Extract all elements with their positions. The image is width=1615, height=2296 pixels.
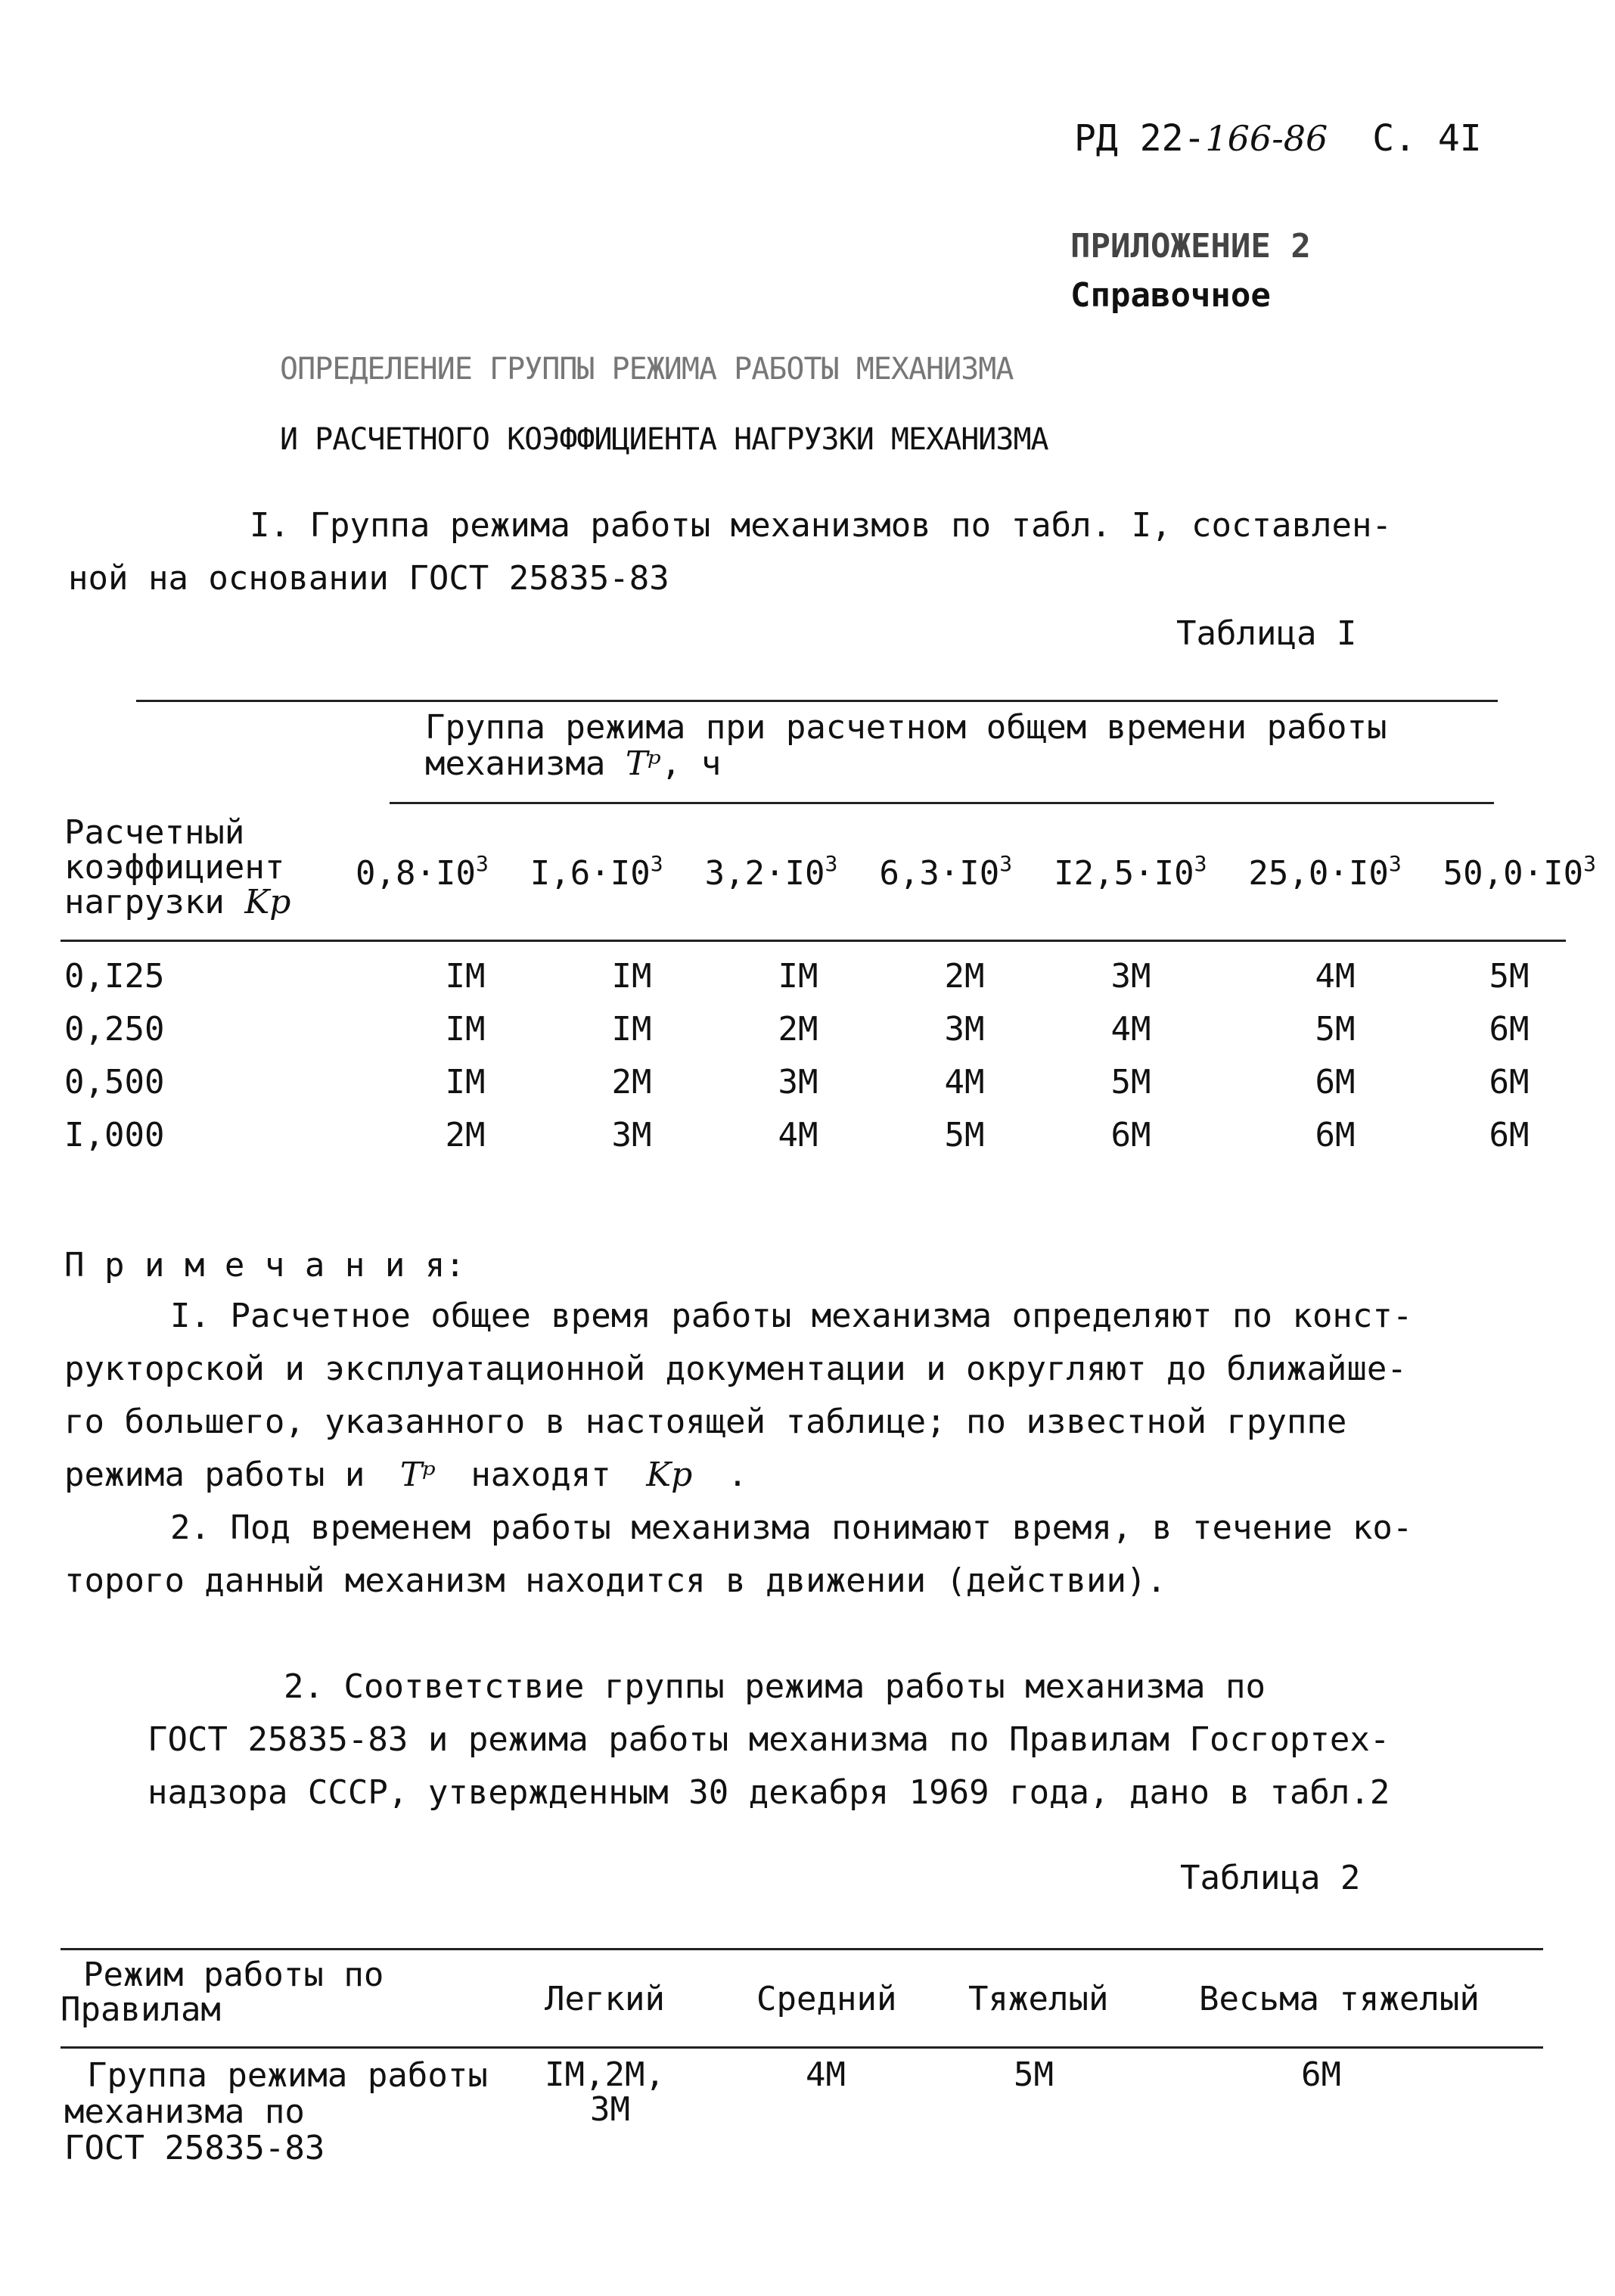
table1-group-header bbox=[425, 710, 1387, 782]
doc-header bbox=[1074, 113, 1482, 163]
table1-column-headers bbox=[356, 849, 1596, 899]
col-header-6: $25,0\cdot I0^3$ bbox=[1248, 851, 1402, 893]
table2-row-label-line2: механизма по bbox=[64, 2092, 305, 2131]
table-cell: 3М bbox=[1110, 957, 1151, 996]
table-cell: 6М bbox=[1315, 1063, 1356, 1101]
table2-row-label-line3: ГОСТ 25835-83 bbox=[64, 2129, 325, 2167]
table-cell: 2М bbox=[611, 1063, 652, 1101]
table-cell: IМ bbox=[445, 1063, 486, 1101]
table2-header-row-label bbox=[61, 1958, 384, 2027]
table2-header-heavy: Тяжелый bbox=[968, 1980, 1109, 2018]
table2-header-very-heavy: Весьма тяжелый bbox=[1199, 1980, 1480, 2018]
section1-line2: ной на основании ГОСТ 25835-83 bbox=[68, 559, 669, 598]
table-cell: 6М bbox=[1489, 1116, 1530, 1154]
table-cell: 5М bbox=[1315, 1010, 1356, 1049]
kp-symbol: Kр bbox=[646, 1456, 693, 1494]
table1-group-rule bbox=[390, 802, 1494, 804]
table-cell: 5М bbox=[1110, 1063, 1151, 1101]
table2-cell-very-heavy: 6М bbox=[1301, 2055, 1341, 2094]
table-cell: 3М bbox=[778, 1063, 818, 1101]
row-header-line3: нагрузки Kр bbox=[64, 883, 291, 921]
table-cell: 3М bbox=[944, 1010, 985, 1049]
section2-line3: надзора СССР, утвержденным 30 декабря 1969 года, дано в табл.2 bbox=[148, 1773, 1390, 1812]
table1-caption: Таблица I bbox=[1176, 614, 1357, 653]
tp-symbol: Tᵖ bbox=[399, 1456, 436, 1494]
col-header-5: $I2,5\cdot I0^3$ bbox=[1054, 851, 1207, 893]
col-header-4: $6,3\cdot I0^3$ bbox=[879, 851, 1013, 893]
table-cell: 4М bbox=[1315, 957, 1356, 996]
table2-cell-medium: 4М bbox=[806, 2055, 846, 2094]
note1-line4: режима работы и Tᵖ находят Kр . bbox=[64, 1456, 748, 1494]
table-cell: 3М bbox=[611, 1116, 652, 1154]
table1-body bbox=[64, 952, 1570, 1164]
doc-code: РД 22- bbox=[1074, 117, 1206, 160]
section2-line2: ГОСТ 25835-83 и режима работы механизма по Правилам Госгортех- bbox=[148, 1720, 1390, 1759]
col-header-3: $3,2\cdot I0^3$ bbox=[704, 851, 838, 893]
table-cell: 4М bbox=[944, 1063, 985, 1101]
table2-header-label-line1: Режим работы по bbox=[83, 1956, 384, 1994]
table-row bbox=[64, 1111, 1570, 1164]
doc-number-handwritten: 166-86 bbox=[1205, 118, 1328, 159]
col-header-2: $I,6\cdot I0^3$ bbox=[530, 851, 663, 893]
table-cell: 2М bbox=[445, 1116, 486, 1154]
note2-line2: торого данный механизм находится в движении (действии). bbox=[64, 1561, 1166, 1600]
table2-cell-light-line2: 3М bbox=[590, 2090, 630, 2129]
table2-cell-light-line1: IМ,2М, bbox=[545, 2055, 665, 2094]
notes-body bbox=[64, 1290, 1570, 1608]
table2-row-label bbox=[64, 2058, 488, 2167]
table-row bbox=[64, 1005, 1570, 1058]
table1-group-header-line2: механизма Tᵖ, ч bbox=[425, 744, 722, 783]
section2-text bbox=[148, 1661, 1570, 1819]
table-cell: IМ bbox=[611, 957, 652, 996]
table-cell: IМ bbox=[445, 1010, 486, 1049]
appendix-kind: Справочное bbox=[1070, 276, 1271, 315]
col-header-7: $50,0\cdot I0^3$ bbox=[1443, 851, 1596, 893]
table-cell: 6М bbox=[1315, 1116, 1356, 1154]
kp-symbol: Kр bbox=[244, 883, 291, 921]
table-cell: 4М bbox=[1110, 1010, 1151, 1049]
notes-heading: П р и м е ч а н и я: bbox=[64, 1246, 465, 1285]
table-row bbox=[64, 1058, 1570, 1111]
table2-caption: Таблица 2 bbox=[1180, 1859, 1361, 1897]
row-header-line1: Расчетный bbox=[64, 813, 245, 852]
table-row bbox=[64, 952, 1570, 1005]
table-cell: 6М bbox=[1110, 1116, 1151, 1154]
table-cell: 6М bbox=[1489, 1010, 1530, 1049]
appendix-title-line1: ОПРЕДЕЛЕНИЕ ГРУППЫ РЕЖИМА РАБОТЫ МЕХАНИЗМА bbox=[280, 352, 1014, 387]
tp-symbol: Tᵖ bbox=[625, 744, 661, 783]
table-cell: 2М bbox=[944, 957, 985, 996]
appendix-title-line2: И РАСЧЕТНОГО КОЭФФИЦИЕНТА НАГРУЗКИ МЕХАНИЗМА bbox=[280, 422, 1048, 457]
table1-group-header-line1: Группа режима при расчетном общем времени работы bbox=[425, 708, 1387, 747]
col-header-1: $0,8\cdot I0^3$ bbox=[356, 851, 489, 893]
table2-top-rule bbox=[61, 1948, 1543, 1950]
table-cell: 5М bbox=[1489, 957, 1530, 996]
section1-line1: I. Группа режима работы механизмов по табл. I, составлен- bbox=[250, 506, 1392, 545]
kp-value: 0,I25 bbox=[64, 957, 165, 996]
note1-line3: го большего, указанного в настоящей таблице; по известной группе bbox=[64, 1403, 1347, 1441]
table1-top-rule bbox=[136, 700, 1498, 702]
table1-row-header bbox=[64, 813, 291, 921]
table2-cell-heavy: 5М bbox=[1014, 2055, 1054, 2094]
table-cell: IМ bbox=[611, 1010, 652, 1049]
table-cell: 4М bbox=[778, 1116, 818, 1154]
kp-value: I,000 bbox=[64, 1116, 165, 1154]
table-cell: IМ bbox=[445, 957, 486, 996]
table2-cell-light bbox=[545, 2055, 665, 2129]
table1-header-rule bbox=[61, 940, 1566, 942]
table2-header-label-line2: Правилам bbox=[61, 1990, 221, 2029]
table-cell: 6М bbox=[1489, 1063, 1530, 1101]
note2-line1: 2. Под временем работы механизма понимают время, в течение ко- bbox=[170, 1508, 1413, 1547]
table-cell: IМ bbox=[778, 957, 818, 996]
table2-header-light: Легкий bbox=[545, 1980, 665, 2018]
section1-text bbox=[68, 499, 1551, 605]
note1-line1: I. Расчетное общее время работы механизма определяют по конст- bbox=[170, 1297, 1413, 1335]
table2-header-rule bbox=[61, 2046, 1543, 2049]
table-cell: 5М bbox=[944, 1116, 985, 1154]
kp-value: 0,250 bbox=[64, 1010, 165, 1049]
table2-row-label-line1: Группа режима работы bbox=[87, 2056, 488, 2095]
row-header-line2: коэффициент bbox=[64, 848, 285, 887]
table-cell: 2М bbox=[778, 1010, 818, 1049]
kp-value: 0,500 bbox=[64, 1063, 165, 1101]
appendix-label: ПРИЛОЖЕНИЕ 2 bbox=[1070, 227, 1311, 266]
section2-line1: 2. Соответствие группы режима работы механизма по bbox=[284, 1667, 1266, 1706]
table2-header-medium: Средний bbox=[756, 1980, 897, 2018]
page-number: С. 4I bbox=[1372, 117, 1482, 160]
note1-line2: рукторской и эксплуатационной документации и округляют до ближайше- bbox=[64, 1350, 1407, 1388]
